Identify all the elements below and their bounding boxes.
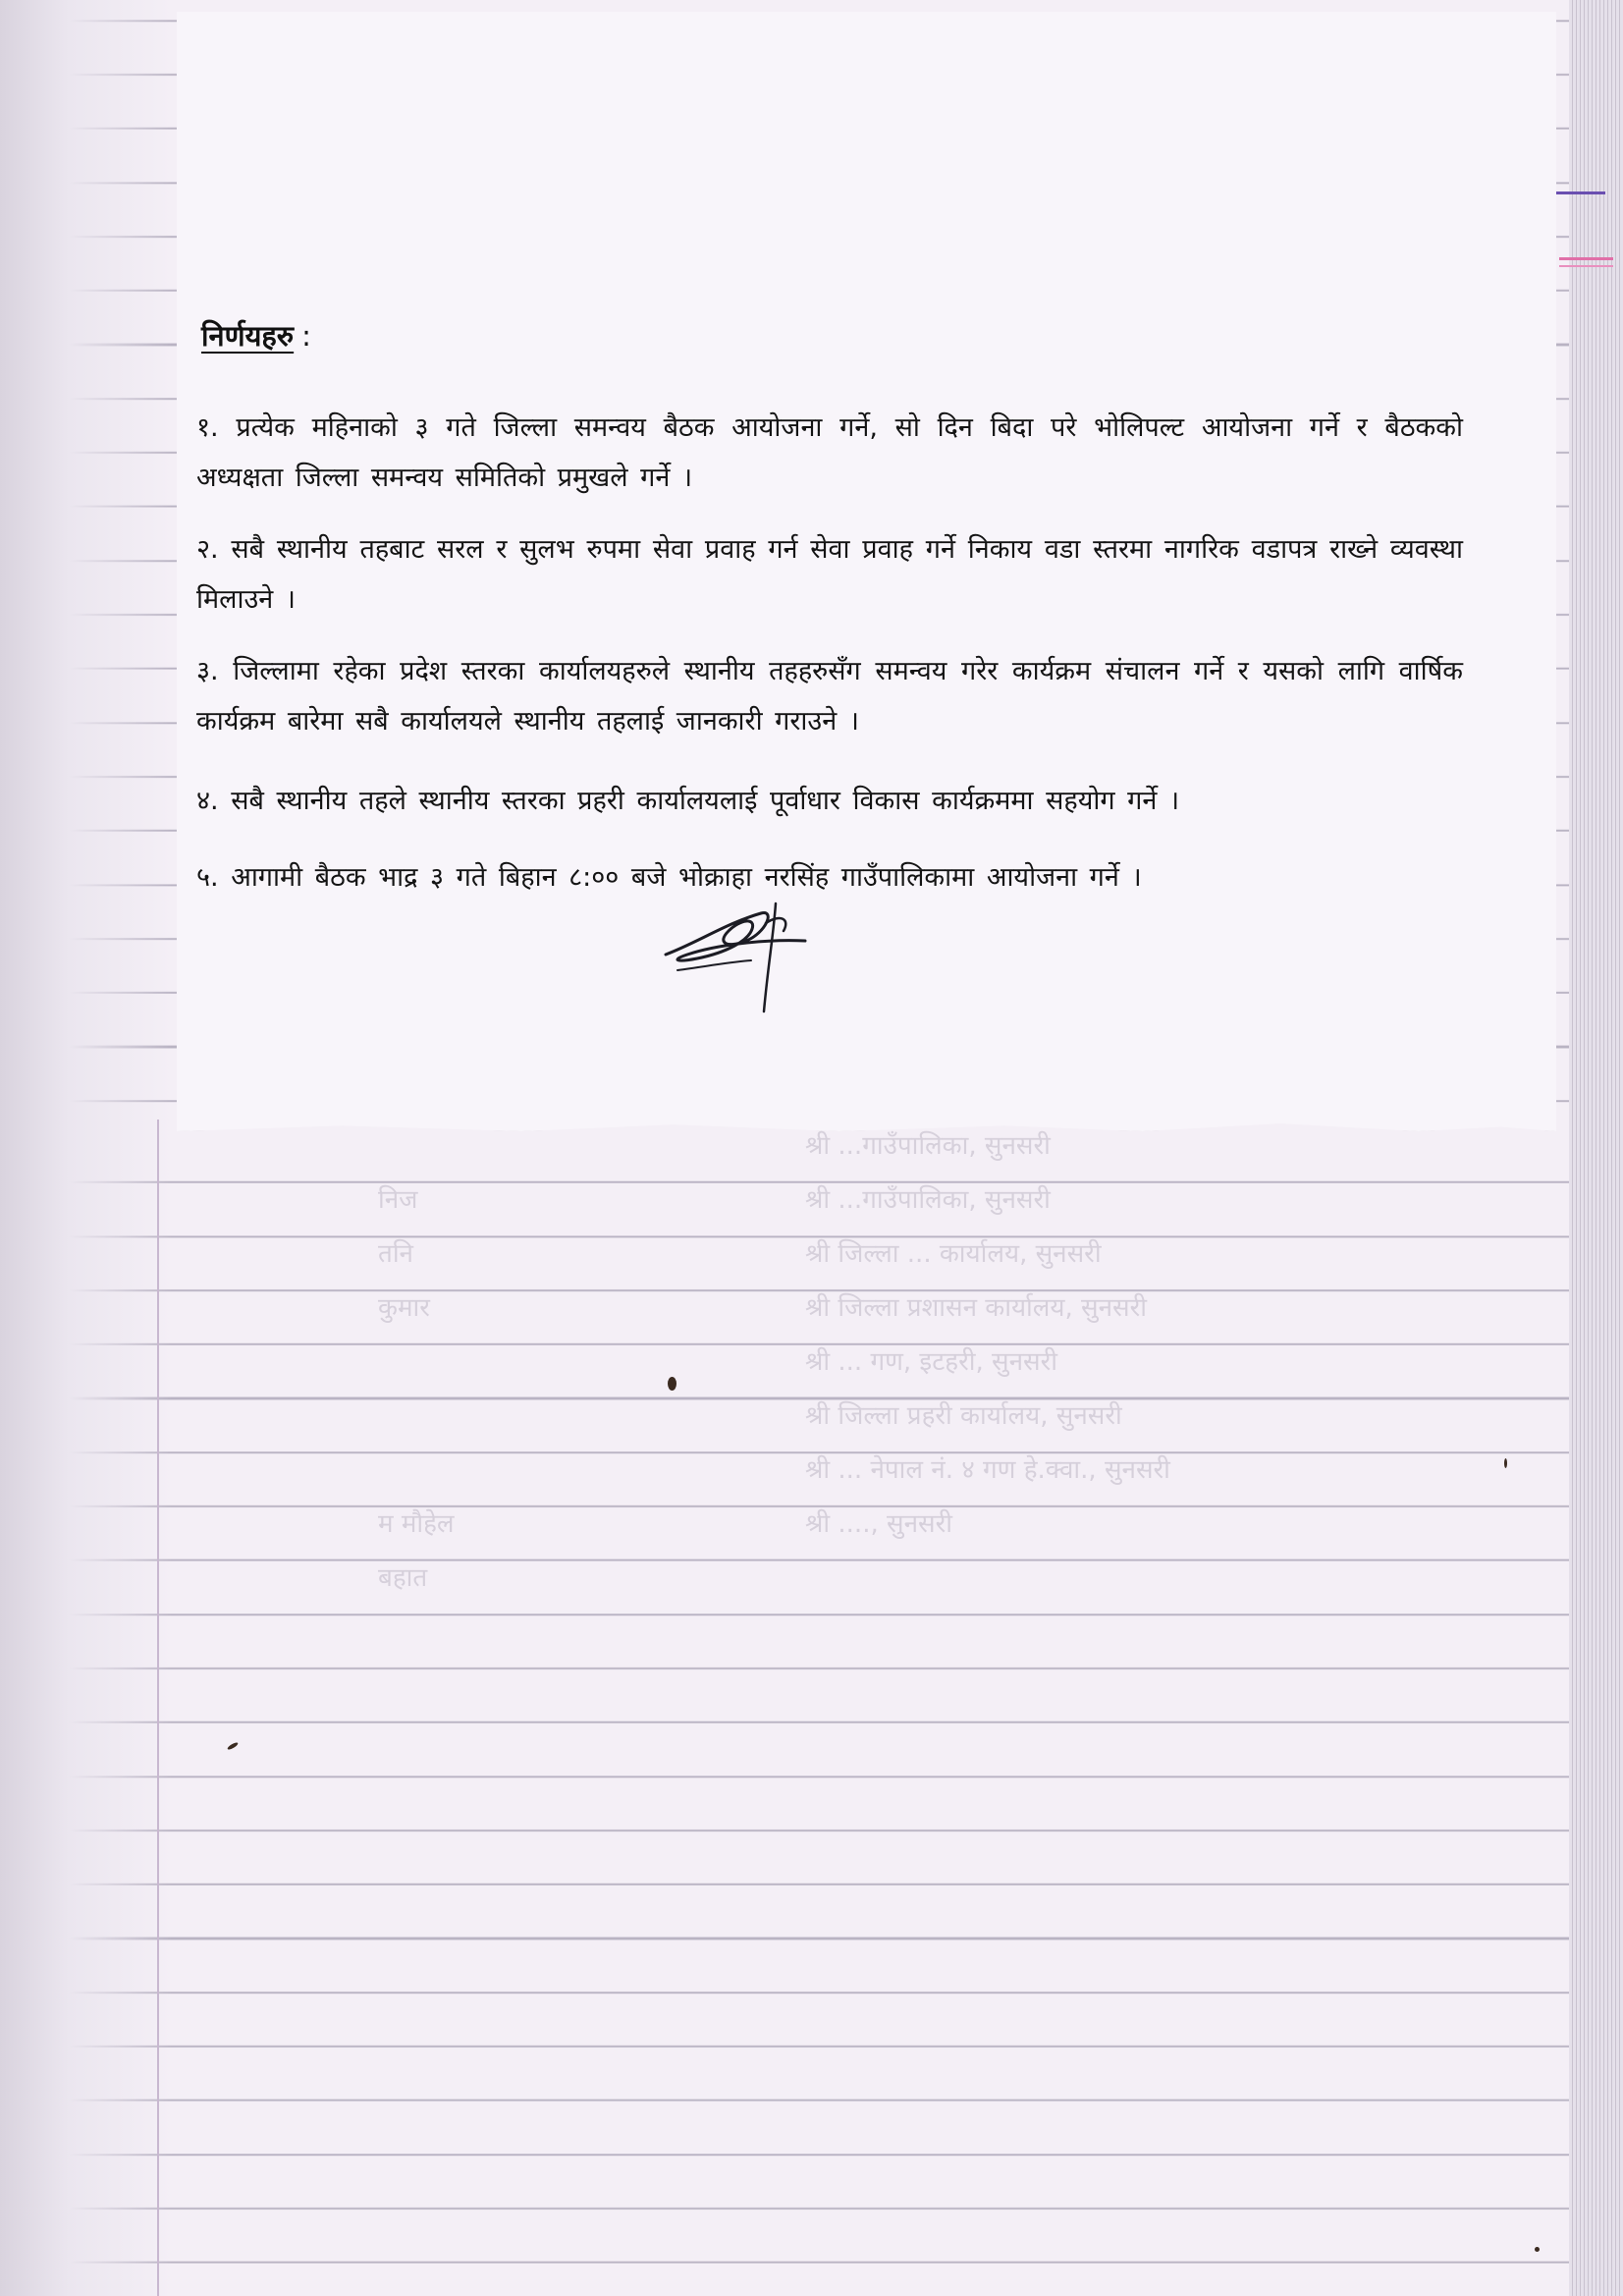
heading-colon: :: [301, 319, 311, 353]
paper-speck: [668, 1377, 676, 1391]
notebook-margin-line: [157, 1120, 159, 2296]
paper-speck: [1504, 1458, 1507, 1468]
bleed-through-column-a: निज तनि कुमार म मौहेल बहात: [378, 1185, 455, 1593]
decision-item: २. सबै स्थानीय तहबाट सरल र सुलभ रुपमा सेवा प्रवाह गर्न सेवा प्रवाह गर्ने निकाय वडा स्तरमा नागरिक वडापत्र राख्ने व्यवस्था मिलाउने ।: [196, 534, 1463, 615]
edge-ink-mark: [1559, 257, 1613, 260]
page-stack-edge: [1569, 0, 1623, 2296]
decision-item: ३. जिल्लामा रहेका प्रदेश स्तरका कार्यालयहरुले स्थानीय तहहरुसँग समन्वय गरेर कार्यक्रम संचालन गर्ने र यसको लागि वार्षिक कार्यक्रम बारेमा सबै कार्यालयले स्थानीय तहलाई जानकारी गराउने ।: [196, 656, 1463, 737]
bleed-through-column-b: श्री ...गाउँपालिका, सुनसरी श्री ...गाउँपालिका, सुनसरी श्री जिल्ला ... कार्यालय, सुनसरी श्री जिल्ला प्रशासन कार्यालय, सुनसरी श्री ... गण, इटहरी, सुनसरी श्री जिल्ला प्रहरी कार्यालय, सुनसरी श्री ... नेपाल नं. ४ गण हे.क्वा., सुनसरी श्री ...., सुनसरी: [805, 1131, 1170, 1539]
edge-ink-mark: [1559, 265, 1613, 267]
decisions-heading: [201, 316, 311, 355]
decision-item: १. प्रत्येक महिनाको ३ गते जिल्ला समन्वय बैठक आयोजना गर्ने, सो दिन बिदा परे भोलिपल्ट आयोजना गर्ने र बैठकको अध्यक्षता जिल्ला समन्वय समितिको प्रमुखले गर्ने ।: [196, 412, 1463, 493]
notebook-binding-shadow: [0, 0, 172, 2296]
paper-speck: [1535, 2247, 1540, 2252]
heading-text: निर्णयहरु: [201, 319, 295, 353]
handwritten-signature: [658, 884, 825, 1016]
decision-item: ५. आगामी बैठक भाद्र ३ गते बिहान ८:०० बजे भोक्राहा नरसिंह गाउँपालिकामा आयोजना गर्ने ।: [196, 862, 1142, 893]
decision-item: ४. सबै स्थानीय तहले स्थानीय स्तरका प्रहरी कार्यालयलाई पूर्वाधार विकास कार्यक्रममा सहयोग गर्ने ।: [196, 786, 1180, 816]
